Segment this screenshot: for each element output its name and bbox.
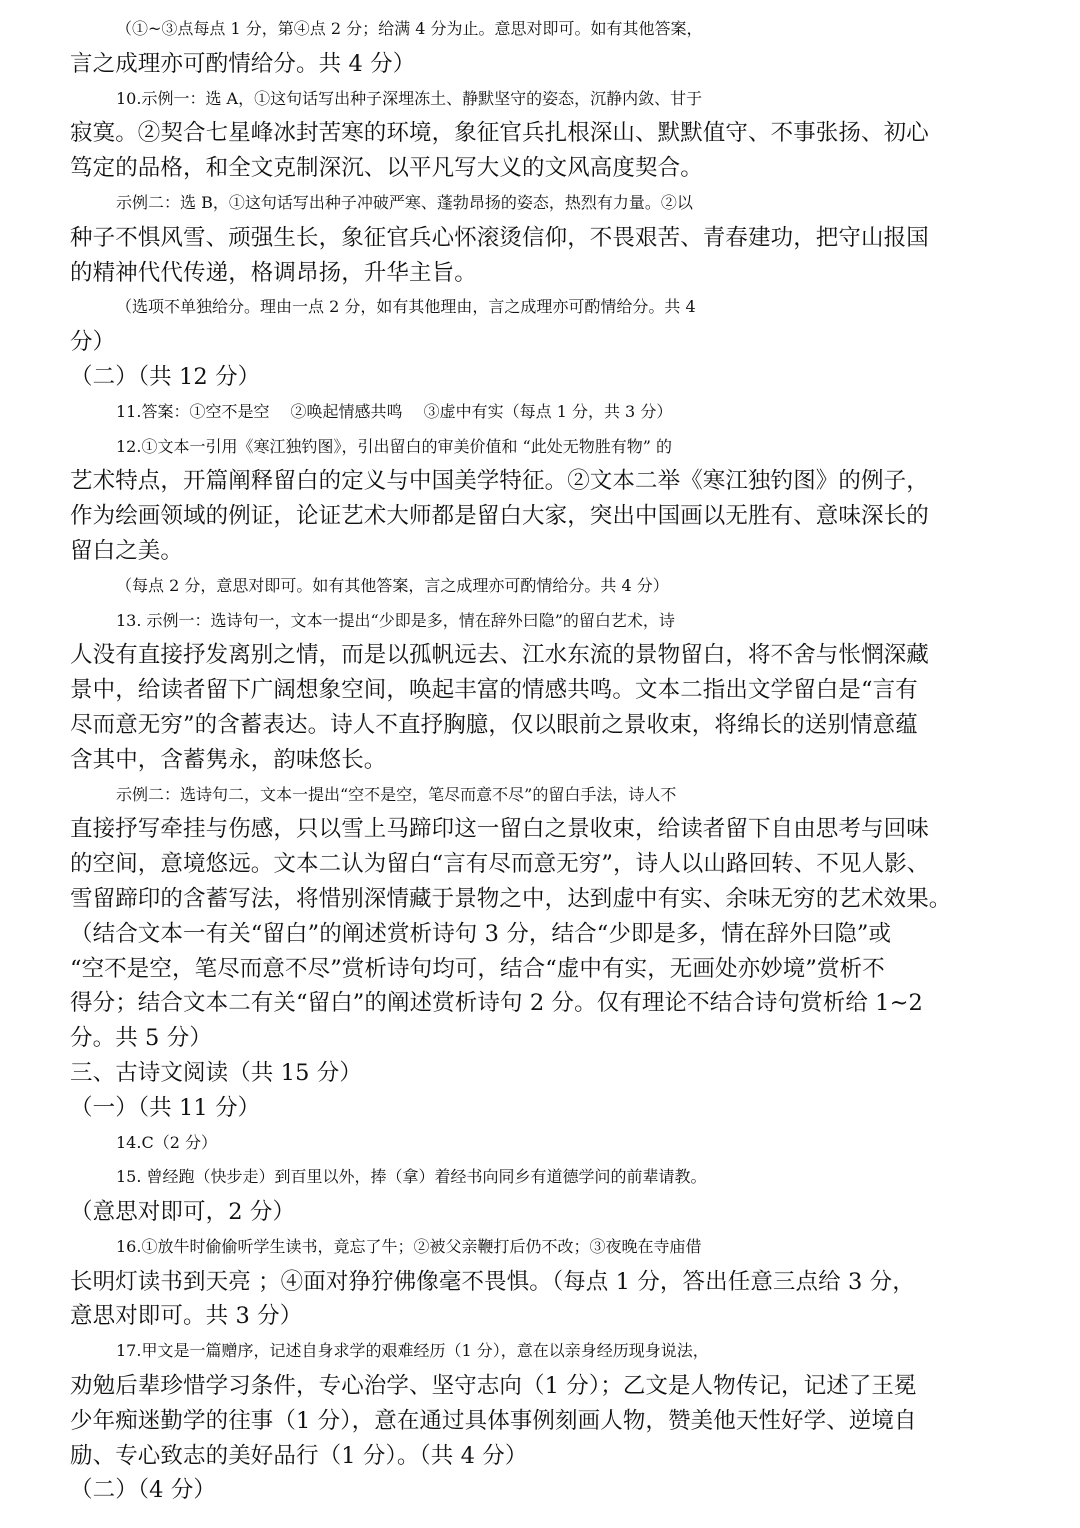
text-line: 劝勉后辈珍惜学习条件，专心治学、坚守志向（1 分）；乙文是人物传记，记述了王冕 <box>70 1373 917 1400</box>
text-line: 种子不惧风雪、顽强生长，象征官兵心怀滚烫信仰，不畏艰苦、青春建功，把守山报国 <box>70 224 929 251</box>
text-line: 艺术特点，开篇阐释留白的定义与中国美学特征。②文本二举《寒江独钓图》的例子， <box>70 468 929 495</box>
text-line: 分） <box>70 329 116 356</box>
text-line: 示例二：选诗句二，文本一提出“空不是空，笔尽而意不尽”的留白手法，诗人不 <box>116 784 677 804</box>
text-line: 励、专心致志的美好品行（1 分）。（共 4 分） <box>70 1442 528 1469</box>
text-line: 直接抒写牵挂与伤感，只以雪上马蹄印这一留白之景收束，给读者留下自由思考与回味 <box>70 816 929 843</box>
text-line: 10.示例一：选 A，①这句话写出种子深埋冻土、静默坚守的姿态，沉静内敛、甘于 <box>116 88 703 108</box>
text-line: “空不是空，笔尽而意不尽”赏析诗句均可，结合“虚中有实，无画处亦妙境”赏析不 <box>70 955 885 982</box>
text-line: 分。共 5 分） <box>70 1025 212 1052</box>
text-line: 14.C（2 分） <box>116 1132 217 1152</box>
text-line: （意思对即可，2 分） <box>70 1199 296 1226</box>
text-line: 笃定的品格，和全文克制深沉、以平凡写大义的文风高度契合。 <box>70 155 703 182</box>
text-line: 的精神代代传递，格调昂扬，升华主旨。 <box>70 259 477 286</box>
text-line: 13. 示例一：选诗句一，文本一提出“少即是多，情在辞外曰隐”的留白艺术，诗 <box>116 610 675 630</box>
text-line: 12.①文本一引用《寒江独钓图》，引出留白的审美价值和 “此处无物胜有物” 的 <box>116 436 672 456</box>
text-line: 作为绘画领域的例证，论证艺术大师都是留白大家，突出中国画以无胜有、意味深长的 <box>70 503 929 530</box>
text-line: 得分；结合文本二有关“留白”的阐述赏析诗句 2 分。仅有理论不结合诗句赏析给 1~2 <box>70 990 923 1017</box>
text-line: 的空间，意境悠远。文本二认为留白“言有尽而意无穷”，诗人以山路回转、不见人影、 <box>70 851 930 878</box>
text-line: 景中，给读者留下广阔想象空间，唤起丰富的情感共鸣。文本二指出文学留白是“言有 <box>70 677 918 704</box>
text-line: 寂寞。②契合七星峰冰封苦寒的环境，象征官兵扎根深山、默默值守、不事张扬、初心 <box>70 120 929 147</box>
text-line: （结合文本一有关“留白”的阐述赏析诗句 3 分，结合“少即是多，情在辞外曰隐”或 <box>70 920 892 947</box>
text-line: 16.①放牛时偷偷听学生读书，竟忘了牛；②被父亲鞭打后仍不改；③夜晚在寺庙借 <box>116 1236 702 1256</box>
text-line: 示例二：选 B，①这句话写出种子冲破严寒、蓬勃昂扬的姿态，热烈有力量。②以 <box>116 192 693 212</box>
text-line: 11.答案：①空不是空 ②唤起情感共鸣 ③虚中有实（每点 1 分，共 3 分） <box>116 401 673 421</box>
text-line: 雪留蹄印的含蓄写法，将惜别深情藏于景物之中，达到虚中有实、余味无穷的艺术效果。 <box>70 885 952 912</box>
text-line: 长明灯读书到天亮 ；④面对狰狞佛像毫不畏惧。（每点 1 分，答出任意三点给 3 分， <box>70 1268 915 1295</box>
text-line: 17.甲文是一篇赠序，记述自身求学的艰难经历（1 分），意在以亲身经历现身说法， <box>116 1341 709 1361</box>
text-line: （每点 2 分，意思对即可。如有其他答案，言之成理亦可酌情给分。共 4 分） <box>116 575 669 595</box>
text-line: 留白之美。 <box>70 537 184 564</box>
text-line: 言之成理亦可酌情给分。共 4 分） <box>70 50 416 77</box>
text-line: （二）（4 分） <box>70 1477 217 1504</box>
text-line: 三、古诗文阅读（共 15 分） <box>70 1059 362 1086</box>
text-line: （①~③点每点 1 分，第④点 2 分；给满 4 分为止。意思对即可。如有其他答案， <box>116 19 703 38</box>
text-line: 15. 曾经跑（快步走）到百里以外，捧（拿）着经书向同乡有道德学问的前辈请教。 <box>116 1167 707 1187</box>
text-line: （选项不单独给分。理由一点 2 分，如有其他理由，言之成理亦可酌情给分。共 4 <box>116 297 696 317</box>
text-line: 含其中，含蓄隽永，韵味悠长。 <box>70 746 387 773</box>
text-line: （一）（共 11 分） <box>70 1094 261 1121</box>
text-line: （二）（共 12 分） <box>70 363 261 390</box>
text-line: 少年痴迷勤学的往事（1 分），意在通过具体事例刻画人物，赞美他天性好学、逆境自 <box>70 1407 917 1434</box>
text-line: 尽而意无穷”的含蓄表达。诗人不直抒胸臆，仅以眼前之景收束，将绵长的送别情意蕴 <box>70 711 918 738</box>
text-line: 人没有直接抒发离别之情，而是以孤帆远去、江水东流的景物留白，将不舍与怅惘深藏 <box>70 642 929 669</box>
text-line: 意思对即可。共 3 分） <box>70 1303 303 1330</box>
